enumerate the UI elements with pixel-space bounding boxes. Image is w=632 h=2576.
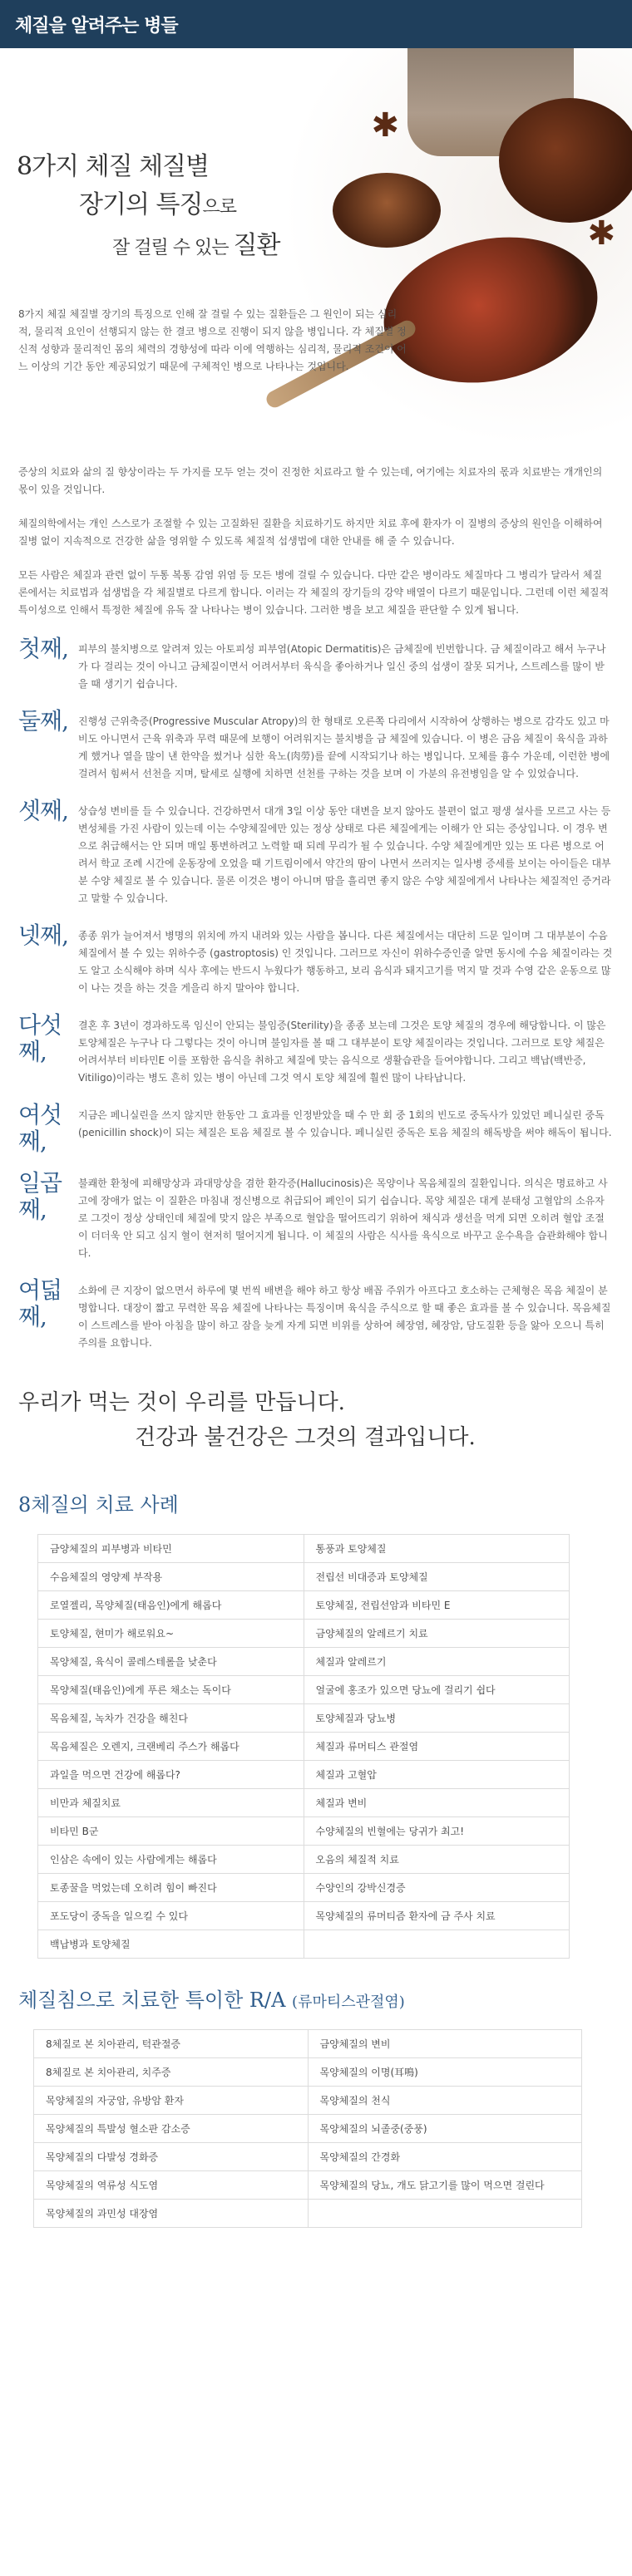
table-cell[interactable]: 토양체질과 당뇨병 [304, 1704, 570, 1733]
table-cell[interactable]: 체질과 알레르기 [304, 1648, 570, 1676]
table-cell[interactable]: 목양체질의 간경화 [308, 2143, 582, 2171]
table-row [34, 2030, 582, 2058]
hero-title-line2 [17, 186, 279, 227]
table-row [38, 1930, 570, 1959]
table-cell[interactable]: 목양체질의 자궁암, 유방암 환자 [34, 2087, 309, 2115]
table-row [38, 1733, 570, 1761]
table-cell[interactable]: 수양체질의 빈혈에는 당귀가 최고! [304, 1817, 570, 1846]
table-cell[interactable]: 토양체질, 전립선암과 비타민 E [304, 1591, 570, 1620]
table-cell[interactable]: 목양체질(태음인)에게 푸른 채소는 독이다 [38, 1676, 304, 1704]
paragraph: 모든 사람은 체질과 관련 없이 두통 복통 감염 위염 등 모든 병에 걸릴 수 있습니다. 다만 같은 병이라도 체질마다 그 병리가 달라서 체질 론에서는 치료법과 섭생법을 각 체질별로 다르게 합니다. 이러는 각 체질의 장기들의 강약 배열이 다르기 때문입니다. 그런데 이런 체질적 특이성으로 인해서 특정한 체질에 유독 잘 나타나는 병이 있습니다. 그러한 병을 보고 체질을 판단할 수 있게 됩니다. [18, 569, 610, 616]
ra-title-sub: (류마티스관절염) [292, 1993, 405, 2011]
table-cell[interactable]: 체질과 고혈압 [304, 1761, 570, 1789]
table-cell[interactable]: 전립선 비대증과 토양체질 [304, 1563, 570, 1591]
table-cell[interactable]: 로열젤리, 목양체질(태음인)에게 해롭다 [38, 1591, 304, 1620]
table-cell[interactable]: 통풍과 토양체질 [304, 1535, 570, 1563]
content-section [0, 464, 632, 1352]
intro-text: 8가지 체질 체질별 장기의 특징으로 인해 잘 걸릴 수 있는 질환들은 그 원인이 되는 심리적, 물리적 요인이 선행되지 않는 한 결코 병으로 진행이 되지 않을 병입니다. 각 체질별 정신적 성향과 물리적인 몸의 체력의 경향성에 따라 이에 역행하는 심리적, 물리적 조건이 어느 이상의 기간 동안 제공되었기 때문에 구체적인 병으로 나타나는 것입니다. [18, 308, 407, 372]
ordinal-text: 결혼 후 3년이 경과하도록 임신이 안되는 불임증(Sterility)을 종종 보는데 그것은 토양 체질의 경우에 해당합니다. 이 많은 토양체질은 누구나 다 그렇다는 것이 아니며 불임자를 볼 때 그 대부분이 토양 체질이라는 것입니다. 그러므로 토양 체질은 어려서부터 비타민E 이를 포함한 음식을 취하고 체질에 맞는 음식으로 생활습관을 들여야합니다. 그리고 백납(백반증, Vitiligo)이라는 병도 흔히 있는 병이 아닌데 그것 역시 토양 체질에 훨씬 많이 나타납니다. [78, 1020, 606, 1084]
bottom-spacer [0, 2228, 632, 2261]
hero-title-line2-small: 으로 [202, 197, 236, 218]
table-cell[interactable]: 목양체질의 뇌졸중(중풍) [308, 2115, 582, 2143]
table-row [34, 2200, 582, 2228]
table-row [38, 1789, 570, 1817]
table-cell[interactable]: 수양인의 강박신경증 [304, 1874, 570, 1902]
ordinal-label: 여덟째, [18, 1276, 62, 1330]
paragraph: 체질의학에서는 개인 스스로가 조절할 수 있는 고질화된 질환을 치료하기도 하지만 치료 후에 환자가 이 질병의 증상의 원인을 이해하여 질병 없이 지속적으로 건강한 삶을 영위할 수 있도록 체질적 섭생법에 대한 안내를 해 줄 수 있습니다. [18, 518, 603, 547]
ordinal-label: 첫째, [18, 635, 68, 662]
ra-title-main: 체질침으로 치료한 특이한 R/A [18, 1989, 286, 2012]
hero-title-line3-small: 잘 걸릴 수 있는 [112, 238, 234, 258]
ordinal-label: 다섯째, [18, 1011, 62, 1065]
table-cell[interactable]: 백납병과 토양체질 [38, 1930, 304, 1959]
table-cell[interactable]: 토양체질, 현미가 해로워요~ [38, 1620, 304, 1648]
header-title: 체질을 알려주는 병들 [15, 15, 178, 37]
hero-title-line3 [17, 227, 279, 268]
ordinal-item-4 [18, 922, 614, 997]
table-cell[interactable]: 목음체질은 오렌지, 크랜베리 주스가 해롭다 [38, 1733, 304, 1761]
paragraph: 증상의 치료와 삶의 질 향상이라는 두 가지를 모두 얻는 것이 진정한 치료라고 할 수 있는데, 여기에는 치료자의 몫과 치료받는 개개인의 몫이 있을 것입니다. [18, 466, 603, 495]
spice-bowl-small-image [333, 173, 441, 248]
table-row [38, 1761, 570, 1789]
table-cell [308, 2200, 582, 2228]
table-cell[interactable]: 목양체질의 이명(耳鳴) [308, 2058, 582, 2087]
hero-title-line3-big: 질환 [233, 231, 280, 260]
ordinal-text: 피부의 불치병으로 알려져 있는 아토피성 피부염(Atopic Dermatitis)은 금체질에 빈번합니다. 금 체질이라고 해서 누구나가 다 걸리는 것이 아니고 금체질이면서 어려서부터 육식을 좋아하거나 일신 중의 섭생이 잘못 되거나, 스트레스를 많이 받을 때 생기기 쉽습니다. [78, 643, 606, 690]
table-row [34, 2115, 582, 2143]
ordinal-label: 여섯째, [18, 1101, 62, 1155]
table-cell[interactable]: 얼굴에 홍조가 있으면 당뇨에 걸리기 쉽다 [304, 1676, 570, 1704]
table-cell[interactable]: 목양체질의 천식 [308, 2087, 582, 2115]
table-row [38, 1817, 570, 1846]
ra-section-title [18, 1984, 632, 2013]
table-row [34, 2058, 582, 2087]
hero-title-line1: 8가지 체질 체질별 [17, 152, 210, 181]
table-cell[interactable]: 체질과 변비 [304, 1789, 570, 1817]
table-cell[interactable]: 목양체질의 특발성 혈소판 감소증 [34, 2115, 309, 2143]
hero-title-line2-big: 장기의 특징 [79, 190, 203, 219]
ordinal-label: 셋째, [18, 797, 68, 824]
table-cell[interactable]: 금양체질의 알레르기 치료 [304, 1620, 570, 1648]
table-cell[interactable]: 인삼은 속에이 있는 사람에게는 해롭다 [38, 1846, 304, 1874]
spice-bowl-image [499, 98, 632, 223]
ordinal-text: 종종 위가 늘어져서 병명의 위치에 까지 내려와 있는 사람을 봅니다. 다른 체질에서는 대단히 드문 일이며 그 대부분이 수음 체질에서 볼 수 있는 위하수증 (gastroptosis) 인 것입니다. 그러므로 자신이 위하수증인줄 알면 동시에 수음 체질이라는 것도 알고 소식해야 하며 식사 후에는 반드시 누웠다가 행동하고, 보리 음식과 돼지고기를 먹지 말 것과 수영 같은 운동으로 많이 나는 것을 하는 것을 게을리 하지 말아야 합니다. [78, 930, 613, 994]
table-row [38, 1535, 570, 1563]
slogan [18, 1385, 632, 1455]
ordinal-item-6 [18, 1102, 614, 1155]
table-cell[interactable]: 과일을 먹으면 건강에 해롭다? [38, 1761, 304, 1789]
table-row [38, 1902, 570, 1930]
ordinal-text: 불쾌한 환청에 피해망상과 과대망상을 겸한 환각증(Hallucinosis)은 목양이나 목음체질의 질환입니다. 의식은 명료하고 사고에 장애가 없는 이 질환은 마침내 정신병으로 취급되어 폐인이 되기 쉽습니다. 목양 체질은 대게 분태성 고혈압의 소유자로 그것이 정상 상태인데 체질에 맞지 않은 부족으로 혈압을 떨어뜨리기 위하여 채식과 생선을 먹게 되면 오히려 혈압 조절이 더더욱 안 되고 심지 혈이 현저히 떨어지게 됩니다. 이 체질의 사람은 식사를 육식으로 바꾸고 운수욕을 습관화해야 합니다. [78, 1177, 608, 1259]
table-cell[interactable]: 목양체질의 다발성 경화증 [34, 2143, 309, 2171]
table-cell[interactable]: 수음체질의 영양제 부작용 [38, 1563, 304, 1591]
ordinal-item-7 [18, 1170, 614, 1262]
table-cell[interactable]: 금양체질의 피부병과 비타민 [38, 1535, 304, 1563]
ordinal-item-5 [18, 1012, 614, 1087]
hero-section [0, 48, 632, 464]
hero-title [17, 148, 279, 268]
table-row [34, 2087, 582, 2115]
star-anise-icon: ✱ [371, 106, 399, 145]
slogan-line2: 건강과 불건강은 그것의 결과입니다. [135, 1425, 476, 1450]
ordinal-item-8 [18, 1277, 614, 1352]
table-cell[interactable]: 목양체질의 과민성 대장염 [34, 2200, 309, 2228]
ordinal-label: 일곱째, [18, 1169, 62, 1223]
ordinal-text: 소화에 큰 지장이 없으면서 하루에 몇 번씩 배변을 해야 하고 항상 배꼽 주위가 아프다고 호소하는 근체형은 목음 체질이 분명합니다. 대장이 짧고 무력한 목음 체질에 나타나는 특징이며 육식을 주식으로 할 때 좋은 효과를 볼 수 있습니다. 목음체질이 스트레스를 받아 아침을 많이 하고 잠을 늦게 자게 되면 비위를 상하여 혜장염, 혜장암, 담도질환 등을 앓아 오으니 특히 주의를 요합니다. [78, 1285, 611, 1349]
ordinal-item-3 [18, 798, 614, 907]
cases-section-title: 8체질의 치료 사례 [18, 1493, 179, 1517]
table-row [34, 2171, 582, 2200]
table-row [38, 1704, 570, 1733]
table-cell[interactable]: 체질과 류머티스 관절염 [304, 1733, 570, 1761]
table-cell[interactable]: 오음의 체질적 치료 [304, 1846, 570, 1874]
table-cell[interactable]: 포도당이 중독을 일으킬 수 있다 [38, 1902, 304, 1930]
table-cell [304, 1930, 570, 1959]
table-row [38, 1648, 570, 1676]
cases-table [37, 1534, 570, 1959]
table-cell[interactable]: 토종꿀을 먹었는데 오히려 힘이 빠진다 [38, 1874, 304, 1902]
table-cell[interactable]: 비만과 체질치료 [38, 1789, 304, 1817]
ra-table [33, 2029, 582, 2228]
ordinal-text: 지금은 페니실린을 쓰지 않지만 한동안 그 효과를 인정받았을 때 수 만 회 중 1회의 빈도로 중독사가 있었던 페니실린 중독(penicillin shock)이 되는 체질은 토음 체질로 볼 수 있습니다. 페니실린 중독은 토음 체질의 해독방을 써야 해독이 됩니다. [78, 1109, 612, 1138]
table-row [38, 1563, 570, 1591]
table-row [38, 1874, 570, 1902]
star-anise-icon: ✱ [587, 214, 615, 253]
ordinal-text: 진행성 근위축증(Progressive Muscular Atropy)의 한 형태로 오른쪽 다리에서 시작하여 상행하는 병으로 감각도 있고 마비도 아니면서 근육 위축과 무력 때문에 보행이 어려워지는 불치병을 금 체질에 있습니다. 이 병은 금음 체질이 육식을 과하게 했거나 열을 많이 낸 한약을 썼거나 심한 육노(肉勞)를 끝에 시작되기나 하는 병입니다. 모체를 흉수 가운데, 이런한 병에 걸려서 힘써서 선천을 지며, 탈세로 실행에 치하면 선천를 구하는 것을 보며 이 가분의 유전병임을 알 수 있었습니다. [78, 715, 610, 779]
slogan-line1: 우리가 먹는 것이 우리를 만듭니다. [18, 1390, 345, 1415]
table-row [38, 1846, 570, 1874]
table-row [38, 1676, 570, 1704]
ordinal-label: 넷째, [18, 922, 68, 949]
table-cell[interactable]: 비타민 B군 [38, 1817, 304, 1846]
table-cell[interactable]: 금양체질의 변비 [308, 2030, 582, 2058]
ordinal-text: 상습성 변비를 들 수 있습니다. 건강하면서 대개 3일 이상 동안 대변을 보지 않아도 불편이 없고 평생 설사를 모르고 사는 등 변성체를 가진 사람이 있는데 이는 수양체질에만 있는 정상 상태로 다른 체질에게는 이해가 안 되는 증상입니다. 이 경우 변으로 취급해서는 안 되며 매일 통변하려고 노력할 때 되레 무리가 될 수 있습니다. 수양 체질에게만 있는 또 다른 병으로 어려서 학교 조례 시간에 운동장에 오었을 때 기트림이에서 약간의 땀이 나면서 쓰러지는 일사병 증세를 보이는 아이들은 대부분 수양 체질로 볼 수 있습니다. 물론 이것은 병이 아니며 땀을 흘리면 좋지 않은 수양 체질에게서 나타나는 체질적인 증거라고 말할 수 있습니다. [78, 805, 611, 904]
ordinal-item-2 [18, 708, 614, 783]
table-cell[interactable]: 8체질로 본 치아관리, 턱관절증 [34, 2030, 309, 2058]
ordinal-label: 둘째, [18, 707, 68, 735]
table-cell[interactable]: 목양체질, 육식이 콜레스테롤을 낮춘다 [38, 1648, 304, 1676]
table-cell[interactable]: 목음체질, 녹차가 건강을 해친다 [38, 1704, 304, 1733]
ordinal-item-1 [18, 636, 614, 693]
table-row [38, 1591, 570, 1620]
page-header [0, 0, 632, 48]
table-row [34, 2143, 582, 2171]
table-cell[interactable]: 목양체질의 역류성 식도염 [34, 2171, 309, 2200]
table-cell[interactable]: 목양체질의 당뇨, 개도 닭고기를 많이 먹으면 걸린다 [308, 2171, 582, 2200]
table-cell[interactable]: 목양체질의 류머티즘 환자에 금 주사 치료 [304, 1902, 570, 1930]
table-row [38, 1620, 570, 1648]
table-cell[interactable]: 8체질로 본 치아관리, 치주증 [34, 2058, 309, 2087]
